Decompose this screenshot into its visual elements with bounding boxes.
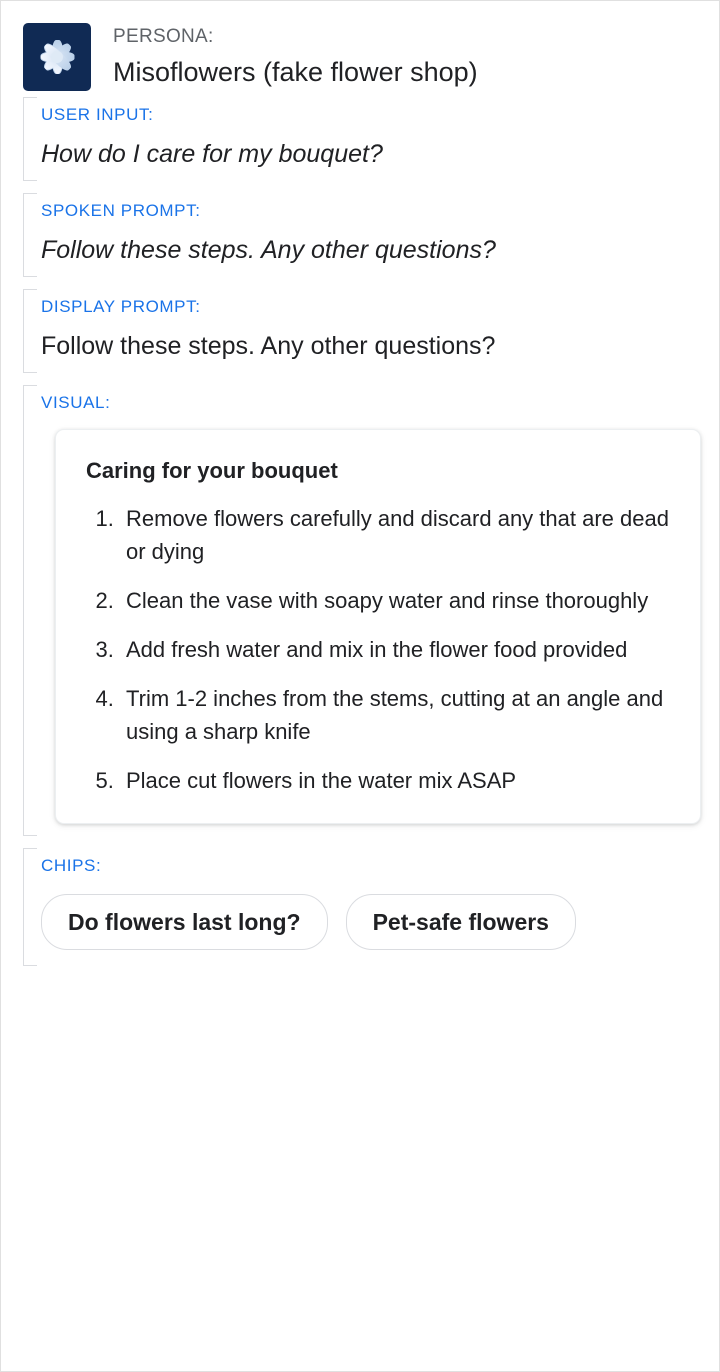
section-bracket — [23, 289, 37, 373]
display-prompt-text: Follow these steps. Any other questions? — [41, 332, 496, 360]
section-bracket — [23, 848, 37, 966]
user-input-label: USER INPUT: — [41, 105, 154, 124]
persona-label: PERSONA: — [113, 26, 214, 47]
visual-card-steps — [86, 502, 672, 797]
visual-card-wrapper — [41, 413, 719, 842]
chips-label: CHIPS: — [41, 856, 102, 875]
list-item: 5. Place cut flowers in the water mix ASAP — [120, 764, 672, 797]
chip-do-flowers-last-long[interactable]: Do flowers last long? — [41, 894, 328, 950]
section-spoken-prompt — [23, 187, 719, 283]
visual-card — [55, 429, 701, 824]
section-bracket — [23, 97, 37, 181]
flower-logo-icon — [23, 23, 91, 91]
chip-pet-safe-flowers[interactable]: Pet-safe flowers — [346, 894, 576, 950]
section-bracket — [23, 385, 37, 836]
list-item: 3. Add fresh water and mix in the flower food provided — [120, 633, 672, 666]
section-display-prompt — [23, 283, 719, 379]
visual-label: VISUAL: — [41, 393, 111, 412]
user-input-text: How do I care for my bouquet? — [41, 140, 383, 168]
visual-card-title: Caring for your bouquet — [86, 458, 338, 483]
display-prompt-label: DISPLAY PROMPT: — [41, 297, 201, 316]
list-item: 1. Remove flowers carefully and discard any that are dead or dying — [120, 502, 672, 568]
persona-header — [1, 1, 719, 91]
persona-name: Misoflowers (fake flower shop) — [113, 57, 478, 87]
section-user-input — [23, 91, 719, 187]
spoken-prompt-text: Follow these steps. Any other questions? — [41, 236, 496, 264]
persona-text-block — [91, 23, 478, 91]
section-bracket — [23, 193, 37, 277]
section-visual — [23, 379, 719, 842]
section-chips — [23, 842, 719, 972]
spoken-prompt-label: SPOKEN PROMPT: — [41, 201, 201, 220]
list-item: 4. Trim 1-2 inches from the stems, cutting at an angle and using a sharp knife — [120, 682, 672, 748]
chips-row — [41, 876, 719, 972]
list-item: 2. Clean the vase with soapy water and rinse thoroughly — [120, 584, 672, 617]
